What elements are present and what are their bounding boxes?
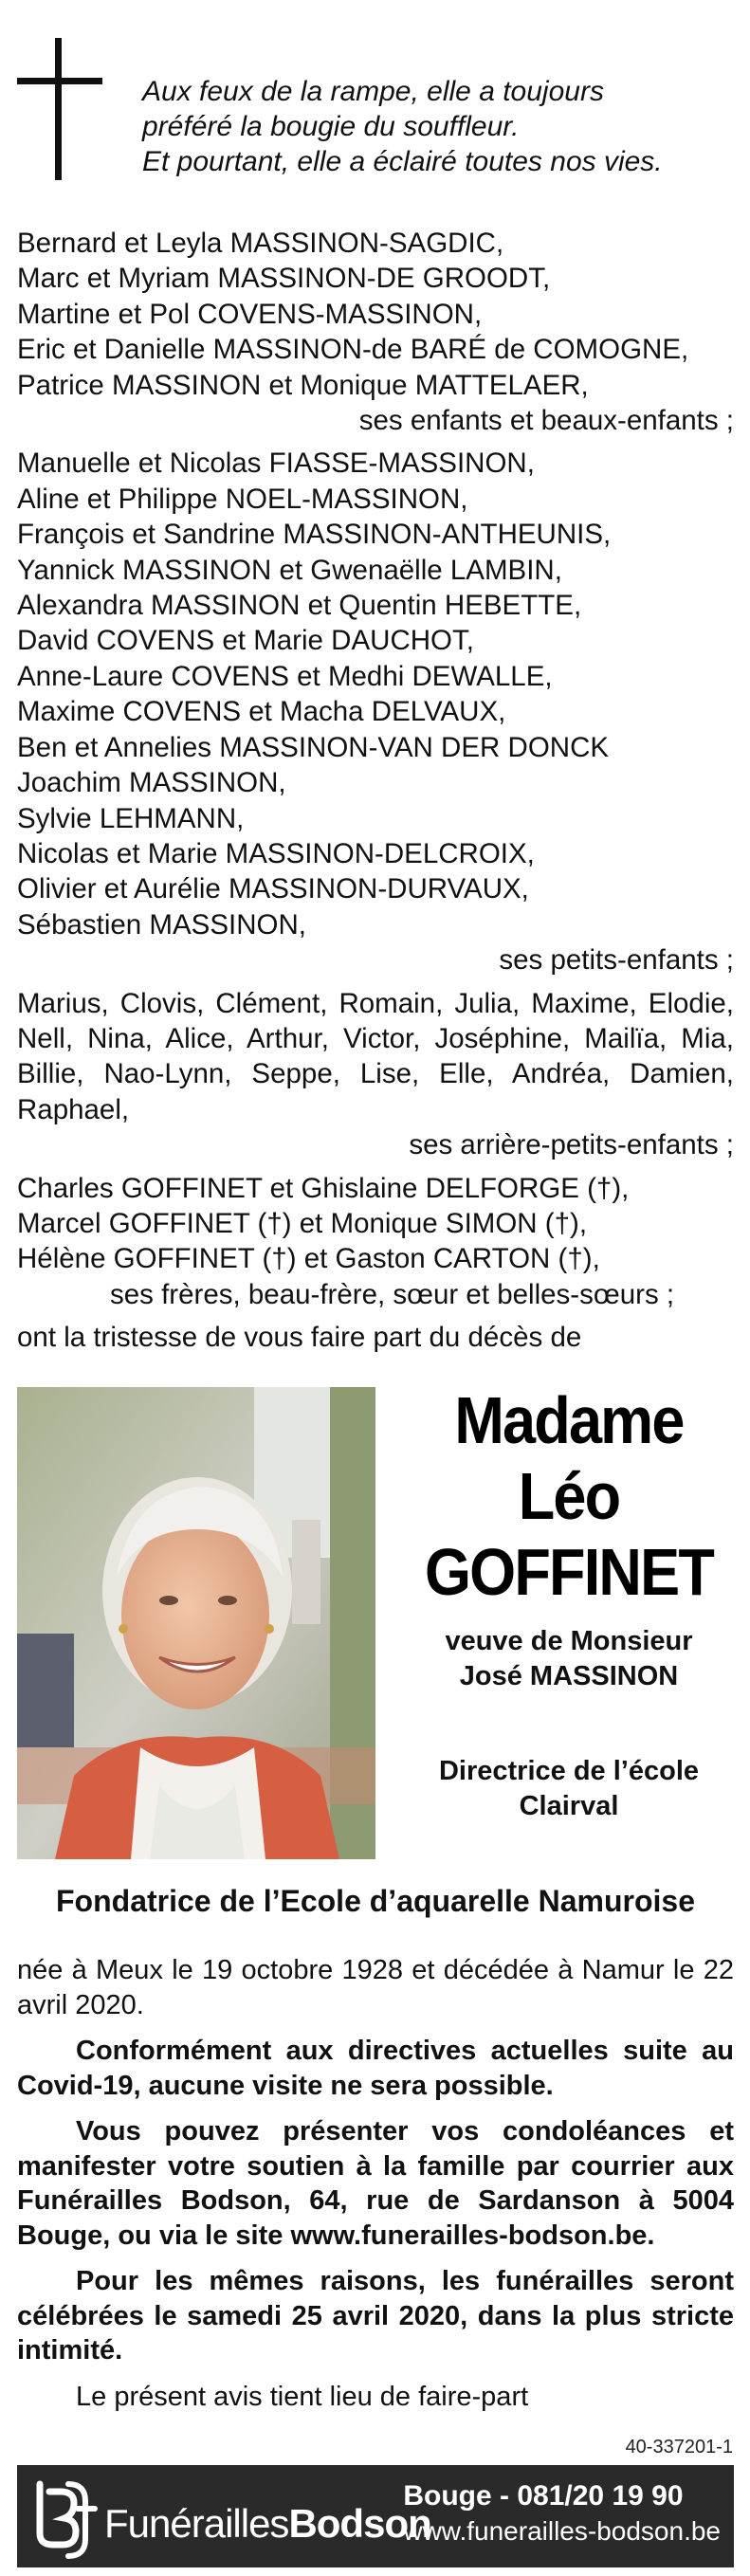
widow-line: veuve de Monsieur	[445, 1626, 693, 1656]
family-line: Nicolas et Marie MASSINON-DELCROIX,	[17, 837, 535, 869]
quote-line: Aux feux de la rampe, elle a toujours	[142, 76, 604, 107]
covid-notice: Conformément aux directives actuelles suite au Covid-19, aucune visite ne sera possible.	[17, 2036, 734, 2101]
quote-line: Et pourtant, elle a éclairé toutes nos vies.	[142, 146, 663, 177]
funeral-home-name	[104, 2501, 431, 2547]
role-line: Directrice de l’école	[438, 1756, 700, 1786]
family-line: François et Sandrine MASSINON-ANTHEUNIS,	[17, 519, 612, 551]
deceased-title: Madame	[454, 1383, 684, 1457]
family-line: Alexandra MASSINON et Quentin HEBETTE,	[17, 590, 582, 622]
family-line: Aline et Philippe NOEL-MASSINON,	[17, 483, 468, 515]
relation-label: ses frères, beau-frère, sœur et belles-sœurs ;	[110, 1278, 675, 1310]
family-line: Martine et Pol COVENS-MASSINON,	[17, 298, 483, 330]
quote-line: préféré la bougie du souffleur.	[142, 111, 520, 142]
funeral-home-banner	[17, 2465, 734, 2567]
funeral-notice: Pour les mêmes raisons, les funérailles seront célébrées le samedi 25 avril 2020, dans la plus stricte intimité.	[17, 2266, 734, 2366]
bodson-logo-icon	[27, 2475, 102, 2560]
brand-part: Bodson	[288, 2501, 431, 2546]
announcement-line: ont la tristesse de vous faire part du décès de	[17, 1322, 582, 1354]
relation-label: ses arrière-petits-enfants ;	[409, 1129, 734, 1161]
deceased-name	[398, 1382, 740, 1610]
notice-body	[17, 1953, 734, 2425]
relation-label: ses enfants et beaux-enfants ;	[358, 405, 734, 437]
condolences-notice: Vous pouvez présenter vos condoléances et manifester votre soutien à la famille par courrier aux Funérailles Bodson, 64, rue de Sardanson à 5004 Bouge, ou via le site www.funerailles-bodson.be.	[17, 2116, 734, 2251]
deceased-first-name: Léo	[518, 1459, 620, 1533]
funeral-home-contact	[403, 2478, 721, 2549]
family-line: Sylvie LEHMANN,	[17, 802, 245, 834]
epitaph-quote	[142, 74, 730, 179]
family-list	[17, 226, 734, 1356]
family-line: Hélène GOFFINET (†) et Gaston CARTON (†),	[17, 1243, 600, 1275]
family-line: Bernard et Leyla MASSINON-SAGDIC,	[17, 228, 504, 259]
birth-death-text: née à Meux le 19 octobre 1928 et décédée à Namur le 22 avril 2020.	[17, 1955, 734, 2020]
family-line: Marcel GOFFINET (†) et Monique SIMON (†),	[17, 1207, 588, 1239]
phone-number: Bouge - 081/20 19 90	[403, 2480, 684, 2512]
reference-number: 40-337201-1	[625, 2437, 733, 2457]
deceased-portrait	[17, 1387, 375, 1859]
family-line: Anne-Laure COVENS et Medhi DEWALLE,	[17, 660, 553, 692]
family-line: Manuelle et Nicolas FIASSE-MASSINON,	[17, 448, 535, 480]
family-line: Sébastien MASSINON,	[17, 908, 306, 941]
website-link[interactable]: www.funerailles-bodson.be	[403, 2516, 721, 2546]
family-line: Yannick MASSINON et Gwenaëlle LAMBIN,	[17, 554, 562, 586]
role-line: Clairval	[519, 1791, 619, 1821]
family-line: Patrice MASSINON et Monique MATTELAER,	[17, 369, 589, 401]
cross-icon	[17, 38, 102, 180]
family-line: Maxime COVENS et Macha DELVAUX,	[17, 696, 506, 728]
family-line: David COVENS et Marie DAUCHOT,	[17, 625, 474, 657]
family-line: Charles GOFFINET et Ghislaine DELFORGE (†),	[17, 1172, 630, 1204]
widow-line: José MASSINON	[459, 1661, 679, 1691]
family-line: Ben et Annelies MASSINON-VAN DER DONCK	[17, 731, 610, 763]
relation-label: ses petits-enfants ;	[499, 944, 734, 977]
founder-line: Fondatrice de l’Ecole d’aquarelle Namuroise	[56, 1884, 695, 1918]
brand-part: Funérailles	[104, 2501, 289, 2546]
family-line: Eric et Danielle MASSINON-de BARÉ de COMOGNE,	[17, 334, 689, 366]
family-line: Marc et Myriam MASSINON-DE GROODT,	[17, 263, 551, 295]
closing-line: Le présent avis tient lieu de faire-part	[76, 2381, 529, 2412]
family-line: Joachim MASSINON,	[17, 767, 286, 799]
great-grandchildren-names: Marius, Clovis, Clément, Romain, Julia, Maxime, Elodie, Nell, Nina, Alice, Arthur, Victor, Joséphine, Mailïa, Mia, Billie, Nao-Lynn, Seppe, Lise, Elle, Andréa, Damien, Raphael,	[17, 987, 734, 1125]
role-info	[398, 1754, 740, 1824]
family-line: Olivier et Aurélie MASSINON-DURVAUX,	[17, 873, 529, 905]
widow-info	[398, 1624, 740, 1694]
deceased-last-name: GOFFINET	[424, 1535, 714, 1609]
